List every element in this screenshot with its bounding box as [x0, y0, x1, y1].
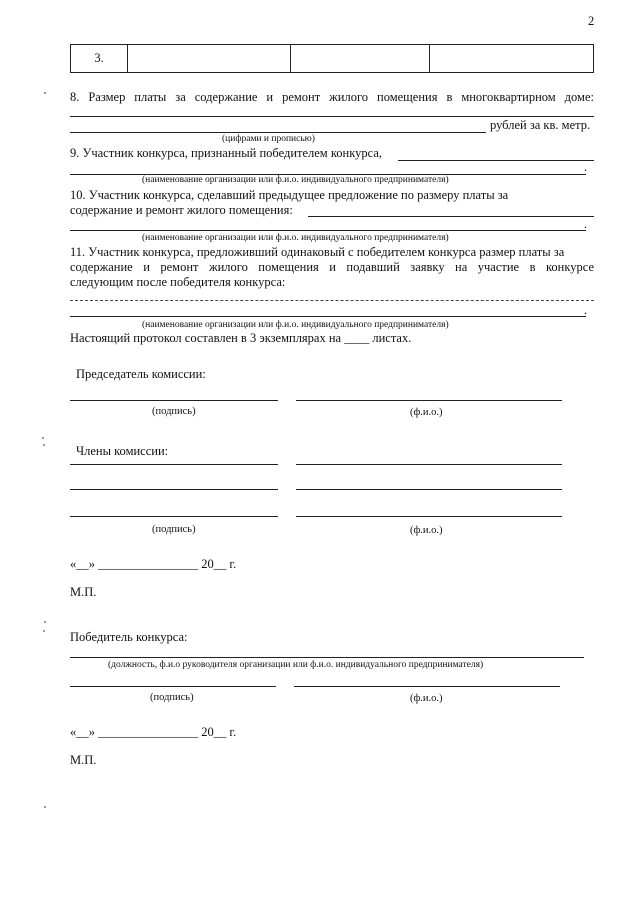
table-row — [71, 45, 594, 73]
fill-line — [398, 160, 594, 161]
scan-mark — [42, 437, 44, 439]
table-cell — [291, 45, 430, 73]
item-11-caption: (наименование организации или ф.и.о. индивидуального предпринимателя) — [142, 320, 449, 330]
item-10-text: 10. Участник конкурса, сделавший предыдущее предложение по размеру платы за — [70, 188, 509, 202]
signature-line — [70, 400, 278, 401]
item-11-text-3: следующим после победителя конкурса: — [70, 275, 286, 289]
period: . — [584, 160, 588, 174]
winner-name-caption: (ф.и.о.) — [410, 693, 443, 704]
members-name-caption: (ф.и.о.) — [410, 525, 443, 536]
signature-line — [70, 464, 278, 465]
item-10-caption: (наименование организации или ф.и.о. индивидуального предпринимателя) — [142, 233, 449, 243]
item-8-suffix: рублей за кв. метр. — [490, 118, 591, 132]
item-10-text-2: содержание и ремонт жилого помещения: — [70, 203, 293, 217]
period: . — [584, 303, 588, 317]
table-cell — [128, 45, 291, 73]
position-line — [70, 657, 584, 658]
winner-position-caption: (должность, ф.и.о руководителя организации или ф.и.о. индивидуального предпринимателя) — [108, 660, 484, 670]
date-line: «__» ________________ 20__ г. — [70, 557, 237, 571]
signature-line — [70, 516, 278, 517]
members-sign-caption: (подпись) — [152, 524, 196, 535]
scan-mark — [44, 92, 46, 94]
scan-mark — [44, 621, 46, 623]
winner-stamp-mark: М.П. — [70, 753, 97, 767]
bidders-table — [70, 44, 594, 73]
fill-line — [308, 216, 594, 217]
protocol-note: Настоящий протокол составлен в 3 экземплярах на ____ листах. — [70, 331, 412, 345]
item-9-text: 9. Участник конкурса, признанный победителем конкурса, — [70, 146, 382, 160]
members-title: Члены комиссии: — [76, 444, 169, 458]
chairman-sign-caption: (подпись) — [152, 406, 196, 417]
name-line — [294, 686, 560, 687]
fill-line — [70, 316, 586, 317]
signature-line — [70, 489, 278, 490]
fill-line — [70, 230, 586, 231]
name-line — [296, 464, 562, 465]
winner-title: Победитель конкурса: — [70, 630, 188, 644]
stamp-mark: М.П. — [70, 585, 97, 599]
fill-line — [70, 132, 486, 133]
item-9-caption: (наименование организации или ф.и.о. индивидуального предпринимателя) — [142, 175, 449, 185]
fill-line — [70, 116, 594, 117]
period: . — [584, 217, 588, 231]
winner-sign-caption: (подпись) — [150, 692, 194, 703]
chairman-title: Председатель комиссии: — [76, 367, 206, 381]
item-11-text: 11. Участник конкурса, предложивший одинаковый с победителем конкурса размер платы за — [70, 245, 565, 259]
item-8-text: 8. Размер платы за содержание и ремонт жилого помещения в многоквартирном доме: — [70, 90, 594, 104]
name-line — [296, 400, 562, 401]
scan-mark — [43, 630, 45, 632]
page-number: 2 — [588, 14, 595, 28]
item-11-text-2: содержание и ремонт жилого помещения и подавший заявку на участие в конкурсе — [70, 260, 594, 274]
name-line — [296, 516, 562, 517]
name-line — [296, 489, 562, 490]
chairman-name-caption: (ф.и.о.) — [410, 407, 443, 418]
table-cell — [430, 45, 594, 73]
table-cell-number: 3. — [71, 45, 128, 73]
item-8-caption: (цифрами и прописью) — [222, 134, 315, 144]
scan-mark — [44, 806, 46, 808]
signature-line — [70, 686, 276, 687]
fill-line — [70, 300, 594, 301]
winner-date-line: «__» ________________ 20__ г. — [70, 725, 237, 739]
scan-mark — [43, 444, 45, 446]
